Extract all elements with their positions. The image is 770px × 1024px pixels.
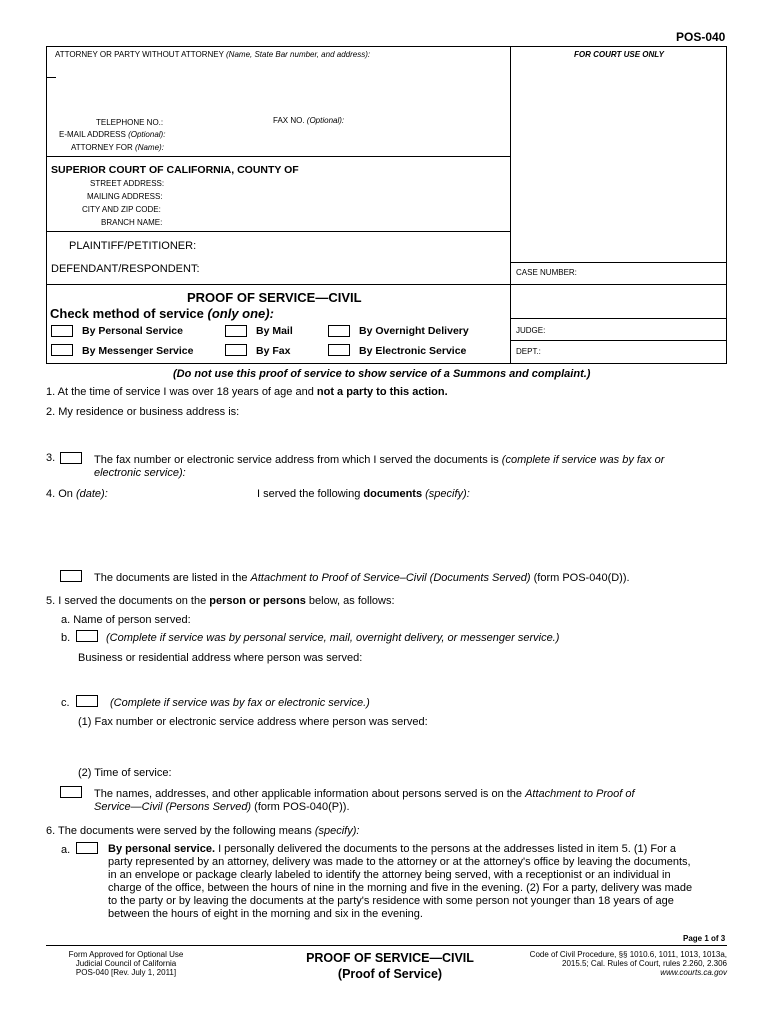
item-5c-checkbox[interactable] <box>76 695 98 707</box>
defendant-field[interactable] <box>190 261 505 275</box>
case-number-top <box>510 262 727 263</box>
courts-website-link[interactable]: www.courts.ca.gov <box>660 968 727 977</box>
item-5c1: (1) Fax number or electronic service address where person was served: <box>78 716 428 728</box>
documents-served-field[interactable] <box>60 505 720 565</box>
form-number: POS-040 <box>676 30 726 44</box>
overnight-delivery-label: By Overnight Delivery <box>359 325 469 337</box>
item-3-number: 3. <box>46 452 56 464</box>
branch-name-field[interactable] <box>165 216 505 228</box>
messenger-service-checkbox[interactable] <box>51 344 73 356</box>
judge-top <box>510 318 727 319</box>
plaintiff-label: PLAINTIFF/PETITIONER: <box>69 240 197 252</box>
attorney-label: ATTORNEY OR PARTY WITHOUT ATTORNEY (Name, State Bar number, and address): <box>55 50 371 59</box>
item-5b-checkbox[interactable] <box>76 630 98 642</box>
case-number-field[interactable] <box>516 280 721 314</box>
person-served-address-field[interactable] <box>78 667 718 693</box>
city-zip-label: CITY AND ZIP CODE: <box>82 205 161 214</box>
attorney-for-label: ATTORNEY FOR (Name): <box>71 143 164 152</box>
mail-label: By Mail <box>256 325 293 337</box>
item-3-checkbox[interactable] <box>60 452 82 464</box>
summons-warning: (Do not use this proof of service to show service of a Summons and complaint.) <box>173 368 591 380</box>
footer-title-block: PROOF OF SERVICE—CIVIL (Proof of Service) <box>306 951 474 981</box>
street-address-field[interactable] <box>165 177 505 189</box>
item-4-documents-label: I served the following documents (specify): <box>257 488 470 500</box>
fax-method-label: By Fax <box>256 345 291 357</box>
left-border-bottom <box>46 284 47 364</box>
item-5c-hint: (Complete if service was by fax or electronic service.) <box>110 697 370 709</box>
item-5: 5. I served the documents on the person or persons below, as follows: <box>46 595 395 607</box>
judge-field[interactable] <box>545 322 721 336</box>
mailing-address-label: MAILING ADDRESS: <box>87 192 163 201</box>
street-address-label: STREET ADDRESS: <box>90 179 165 188</box>
footer-rule <box>46 945 727 946</box>
email-label: E-MAIL ADDRESS (Optional): <box>59 130 166 139</box>
item-5b-hint: (Complete if service was by personal service, mail, overnight delivery, or messenger service.) <box>106 632 560 644</box>
service-date-field[interactable] <box>115 486 250 500</box>
personal-service-means-checkbox[interactable] <box>76 842 98 854</box>
person-served-name-field[interactable] <box>200 612 720 626</box>
residence-address-field[interactable] <box>250 404 720 444</box>
attachment-documents-text: The documents are listed in the Attachment to Proof of Service–Civil (Documents Served) (form POS-040(D)). <box>94 572 630 584</box>
personal-service-checkbox[interactable] <box>51 325 73 337</box>
attachment-documents-checkbox[interactable] <box>60 570 82 582</box>
plaintiff-field[interactable] <box>190 238 505 252</box>
left-border-top <box>46 46 47 286</box>
court-use-label: FOR COURT USE ONLY <box>574 50 664 59</box>
judge-label: JUDGE: <box>516 326 546 335</box>
right-border <box>726 46 727 364</box>
email-field[interactable] <box>162 128 502 140</box>
mail-checkbox[interactable] <box>225 325 247 337</box>
attorney-field-mark <box>46 77 56 78</box>
branch-name-label: BRANCH NAME: <box>101 218 163 227</box>
code-citation-block: Code of Civil Procedure, §§ 1010.6, 1011, 1013, 1013a, 2015.5; Cal. Rules of Court, rules 2.260, 2.306 www.courts.ca.gov <box>500 950 727 977</box>
item-6: 6. The documents were served by the following means (specify): <box>46 825 360 837</box>
attachment-persons-text: The names, addresses, and other applicable information about persons served is on the Attachment to Proof of Service—Civil (Persons Served) (form POS-040(P)). <box>94 788 635 813</box>
electronic-service-label: By Electronic Service <box>359 345 467 357</box>
court-section-bottom <box>46 231 510 232</box>
case-number-label: CASE NUMBER: <box>516 268 577 277</box>
defendant-label: DEFENDANT/RESPONDENT: <box>51 263 200 275</box>
personal-service-label: By Personal Service <box>82 325 183 337</box>
item-5c-label: c. <box>61 697 70 709</box>
item-3-text: The fax number or electronic service address from which I served the documents is (complete if service was by fax or electronic service): <box>94 454 665 479</box>
header-bottom <box>46 363 727 364</box>
messenger-service-label: By Messenger Service <box>82 345 194 357</box>
recipient-fax-email-field[interactable] <box>94 731 719 761</box>
attorney-section-bottom <box>46 156 510 157</box>
dept-label: DEPT.: <box>516 347 541 356</box>
item-6a-label: a. <box>61 844 71 856</box>
item-1: 1. At the time of service I was over 18 years of age and not a party to this action. <box>46 386 448 398</box>
fax-field[interactable] <box>345 114 505 126</box>
item-5a: a. Name of person served: <box>61 614 191 626</box>
fax-label: FAX NO. (Optional): <box>273 116 345 125</box>
court-title: SUPERIOR COURT OF CALIFORNIA, COUNTY OF <box>51 164 299 176</box>
overnight-delivery-checkbox[interactable] <box>328 325 350 337</box>
item-6a-text: By personal service. I personally delivered the documents to the persons at the addresses listed in item 5. (1) For a party represented by an attorney, delivery was made to the attorney or at the attorney's office by leaving the documents, in an envelope or package clearly labeled to identify the attorney being served, with a receptionist or an individual in charge of the office, between the hours of nine in the morning and five in the evening. (2) For a party, delivery was made to the party or by leaving the documents at the party's residence with some person not younger than 18 years of age between the hours of eight in the morning and six in the evening. <box>108 843 693 920</box>
item-2: 2. My residence or business address is: <box>46 406 240 418</box>
fax-checkbox[interactable] <box>225 344 247 356</box>
dept-field[interactable] <box>545 344 721 358</box>
attorney-name-address-field[interactable] <box>56 60 506 108</box>
court-use-divider <box>510 46 511 364</box>
check-method-label: Check method of service (only one): <box>50 306 274 321</box>
attorney-for-field[interactable] <box>162 141 502 153</box>
mailing-address-field[interactable] <box>165 190 505 202</box>
form-approved-block: Form Approved for Optional Use Judicial Council of California POS-040 [Rev. July 1, 2011] <box>68 950 184 977</box>
item-5b-address-label: Business or residential address where person was served: <box>78 652 363 664</box>
item-5b-label: b. <box>61 632 71 644</box>
item-4-date-label: 4. On (date): <box>46 488 108 500</box>
dept-top <box>510 340 727 341</box>
top-border <box>46 46 727 47</box>
county-field[interactable] <box>295 162 505 176</box>
time-of-service-field[interactable] <box>190 765 490 779</box>
telephone-field[interactable] <box>162 116 262 128</box>
service-title: PROOF OF SERVICE—CIVIL <box>187 290 362 305</box>
city-zip-field[interactable] <box>165 203 505 215</box>
page-number: Page 1 of 3 <box>683 934 726 943</box>
telephone-label: TELEPHONE NO.: <box>96 118 164 127</box>
electronic-service-checkbox[interactable] <box>328 344 350 356</box>
attachment-persons-checkbox[interactable] <box>60 786 82 798</box>
item-5c2: (2) Time of service: <box>78 767 172 779</box>
